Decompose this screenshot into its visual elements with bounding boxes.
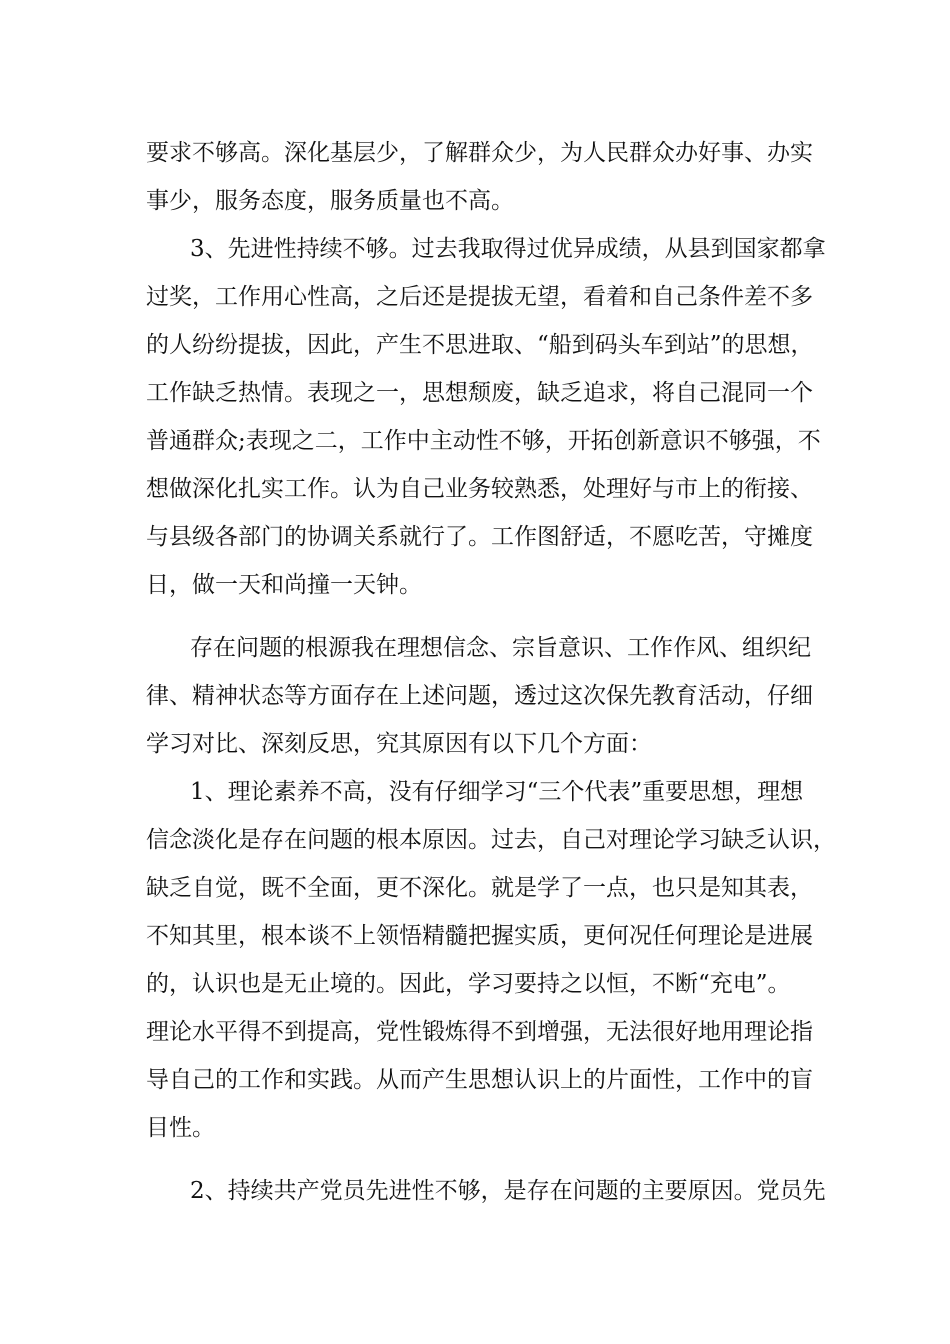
text-line: 与县级各部门的协调关系就行了。工作图舒适，不愿吃苦，守摊度 xyxy=(146,524,813,550)
text-line: 想做深化扎实工作。认为自己业务较熟悉，处理好与市上的衔接、 xyxy=(146,476,813,502)
text-line: 律、精神状态等方面存在上述问题，透过这次保先教育活动，仔细 xyxy=(146,683,813,709)
text-line: 1、理论素养不高，没有仔细学习“三个代表”重要思想，理想 xyxy=(190,779,804,805)
text-line: 过奖，工作用心性高，之后还是提拔无望，看着和自己条件差不多 xyxy=(146,284,813,310)
text-line: 要求不够高。深化基层少，了解群众少，为人民群众办好事、办实 xyxy=(146,140,813,166)
text-line: 事少，服务态度，服务质量也不高。 xyxy=(146,188,514,214)
text-line: 2、持续共产党员先进性不够，是存在问题的主要原因。党员先 xyxy=(190,1178,826,1204)
text-line: 普通群众;表现之二，工作中主动性不够，开拓创新意识不够强，不 xyxy=(146,428,821,454)
text-line: 缺乏自觉，既不全面，更不深化。就是学了一点，也只是知其表， xyxy=(146,875,813,901)
text-line: 日，做一天和尚撞一天钟。 xyxy=(146,572,422,598)
text-line: 目性。 xyxy=(146,1115,215,1141)
text-line: 学习对比、深刻反思，究其原因有以下几个方面： xyxy=(146,731,652,757)
text-line: 的，认识也是无止境的。因此，学习要持之以恒，不断“充电”。 xyxy=(146,971,791,997)
text-line: 工作缺乏热情。表现之一，思想颓废，缺乏追求，将自己混同一个 xyxy=(146,380,813,406)
text-line: 信念淡化是存在问题的根本原因。过去，自己对理论学习缺乏认识， xyxy=(146,827,836,853)
text-line: 存在问题的根源我在理想信念、宗旨意识、工作作风、组织纪 xyxy=(190,635,811,661)
text-line: 不知其里，根本谈不上领悟精髓把握实质，更何况任何理论是进展 xyxy=(146,923,813,949)
text-line: 3、先进性持续不够。过去我取得过优异成绩，从县到国家都拿 xyxy=(190,236,826,262)
text-line: 理论水平得不到提高，党性锻炼得不到增强，无法很好地用理论指 xyxy=(146,1019,813,1045)
text-line: 导自己的工作和实践。从而产生思想认识上的片面性，工作中的盲 xyxy=(146,1067,813,1093)
text-line: 的人纷纷提拔，因此，产生不思进取、“船到码头车到站”的思想， xyxy=(146,332,814,358)
